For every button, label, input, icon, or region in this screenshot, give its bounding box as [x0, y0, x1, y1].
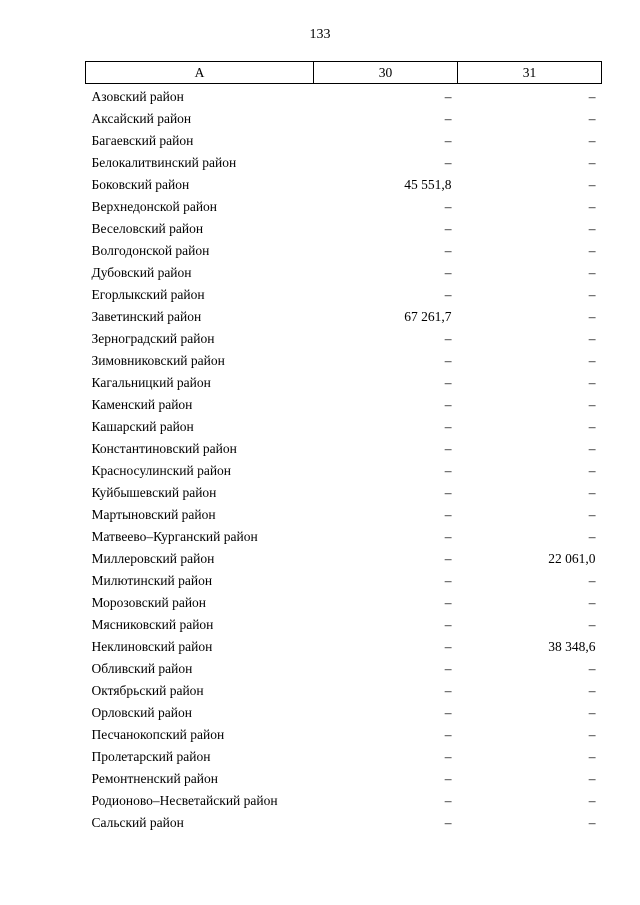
value-cell-30: –: [444, 617, 452, 632]
district-name-cell: Кашарский район: [91, 419, 194, 434]
district-name-cell: Родионово–Несветайский район: [91, 793, 278, 808]
value-cell-31: –: [588, 221, 596, 236]
value-cell-30: –: [444, 749, 452, 764]
district-name-cell: Красносулинский район: [91, 463, 232, 478]
table-row: [86, 482, 602, 504]
table-row: [86, 680, 602, 702]
value-cell-31: –: [588, 573, 596, 588]
value-cell-31: –: [588, 89, 596, 104]
header-cell-30: 30: [314, 62, 458, 84]
header-cell-31: 31: [458, 62, 602, 84]
table-row: [86, 218, 602, 240]
district-name-cell: Мартыновский район: [91, 507, 216, 522]
table-row: [86, 614, 602, 636]
district-name-cell: Белокалитвинский район: [91, 155, 237, 170]
value-cell-30: –: [444, 595, 452, 610]
value-cell-30: –: [444, 375, 452, 390]
district-name-cell: Веселовский район: [91, 221, 204, 236]
district-name-cell: Орловский район: [91, 705, 192, 720]
value-cell-30: –: [444, 793, 452, 808]
value-cell-31: –: [588, 705, 596, 720]
value-cell-30: –: [444, 287, 452, 302]
district-name-cell: Обливский район: [91, 661, 193, 676]
district-name-cell: Неклиновский район: [91, 639, 213, 654]
district-name-cell: Песчанокопский район: [91, 727, 225, 742]
value-cell-30: –: [444, 243, 452, 258]
value-cell-30: –: [444, 727, 452, 742]
value-cell-31: –: [588, 529, 596, 544]
value-cell-30: –: [444, 573, 452, 588]
table-row: [86, 570, 602, 592]
table-row: [86, 658, 602, 680]
table-row: [86, 702, 602, 724]
district-name-cell: Каменский район: [91, 397, 193, 412]
table-header: [86, 62, 602, 84]
value-cell-31: –: [588, 199, 596, 214]
value-cell-31: –: [588, 243, 596, 258]
value-cell-31: –: [588, 463, 596, 478]
table-row: [86, 416, 602, 438]
table-row: [86, 130, 602, 152]
table-row: [86, 262, 602, 284]
district-name-cell: Константиновский район: [91, 441, 237, 456]
district-name-cell: Сальский район: [91, 815, 184, 830]
table-row: [86, 724, 602, 746]
table-row: [86, 284, 602, 306]
table-row: [86, 394, 602, 416]
table-row: [86, 152, 602, 174]
value-cell-31: –: [588, 309, 596, 324]
table-row: [86, 196, 602, 218]
header-row: [86, 62, 602, 84]
district-name-cell: Пролетарский район: [91, 749, 211, 764]
district-name-cell: Егорлыкский район: [91, 287, 205, 302]
value-cell-30: –: [444, 199, 452, 214]
value-cell-31: –: [588, 375, 596, 390]
table-row: [86, 240, 602, 262]
value-cell-30: –: [444, 507, 452, 522]
district-name-cell: Аксайский район: [91, 111, 192, 126]
value-cell-30: 67 261,7: [404, 309, 452, 324]
value-cell-30: –: [444, 661, 452, 676]
value-cell-31: –: [588, 111, 596, 126]
table-row: [86, 636, 602, 658]
value-cell-30: –: [444, 771, 452, 786]
district-name-cell: Миллеровский район: [91, 551, 215, 566]
value-cell-30: –: [444, 551, 452, 566]
table-body: [86, 84, 602, 835]
value-cell-31: –: [588, 507, 596, 522]
table-row: [86, 174, 602, 196]
table-row: [86, 438, 602, 460]
table-row: [86, 306, 602, 328]
value-cell-31: –: [588, 177, 596, 192]
value-cell-30: –: [444, 353, 452, 368]
district-name-cell: Дубовский район: [91, 265, 192, 280]
value-cell-30: –: [444, 463, 452, 478]
table-row: [86, 592, 602, 614]
district-name-cell: Азовский район: [91, 89, 184, 104]
table-row: [86, 746, 602, 768]
value-cell-31: –: [588, 771, 596, 786]
value-cell-31: –: [588, 749, 596, 764]
value-cell-31: –: [588, 617, 596, 632]
table-row: [86, 768, 602, 790]
value-cell-30: –: [444, 397, 452, 412]
value-cell-31: –: [588, 353, 596, 368]
value-cell-31: –: [588, 485, 596, 500]
value-cell-30: –: [444, 639, 452, 654]
value-cell-30: 45 551,8: [404, 177, 452, 192]
district-name-cell: Октябрьский район: [91, 683, 204, 698]
value-cell-30: –: [444, 265, 452, 280]
district-name-cell: Ремонтненский район: [91, 771, 218, 786]
district-name-cell: Верхнедонской район: [91, 199, 218, 214]
district-name-cell: Мясниковский район: [91, 617, 214, 632]
table-row: [86, 790, 602, 812]
district-name-cell: Кагальницкий район: [91, 375, 211, 390]
table-row: [86, 504, 602, 526]
district-name-cell: Куйбышевский район: [91, 485, 217, 500]
district-name-cell: Милютинский район: [91, 573, 213, 588]
value-cell-31: –: [588, 331, 596, 346]
value-cell-31: –: [588, 683, 596, 698]
value-cell-30: –: [444, 683, 452, 698]
district-name-cell: Зимовниковский район: [91, 353, 225, 368]
value-cell-30: –: [444, 529, 452, 544]
table-row: [86, 812, 602, 834]
value-cell-31: –: [588, 287, 596, 302]
table-row: [86, 548, 602, 570]
value-cell-31: –: [588, 397, 596, 412]
table-row: [86, 526, 602, 548]
district-name-cell: Багаевский район: [91, 133, 194, 148]
table-row: [86, 108, 602, 130]
value-cell-30: –: [444, 705, 452, 720]
value-cell-31: 22 061,0: [548, 551, 596, 566]
district-name-cell: Заветинский район: [91, 309, 202, 324]
table-row: [86, 328, 602, 350]
page-number: 133: [309, 27, 331, 42]
value-cell-31: –: [588, 815, 596, 830]
data-table: [85, 61, 602, 834]
value-cell-31: –: [588, 727, 596, 742]
value-cell-30: –: [444, 221, 452, 236]
table-row: [86, 460, 602, 482]
value-cell-30: –: [444, 485, 452, 500]
table-row: [86, 372, 602, 394]
district-name-cell: Зерноградский район: [91, 331, 215, 346]
value-cell-31: –: [588, 441, 596, 456]
value-cell-30: –: [444, 133, 452, 148]
header-cell-a: А: [86, 62, 314, 84]
table-row: [86, 84, 602, 109]
district-name-cell: Боковский район: [91, 177, 190, 192]
value-cell-31: 38 348,6: [548, 639, 596, 654]
value-cell-30: –: [444, 155, 452, 170]
value-cell-30: –: [444, 441, 452, 456]
value-cell-30: –: [444, 419, 452, 434]
table-row: [86, 350, 602, 372]
value-cell-31: –: [588, 661, 596, 676]
value-cell-30: –: [444, 111, 452, 126]
value-cell-30: –: [444, 331, 452, 346]
value-cell-31: –: [588, 133, 596, 148]
value-cell-31: –: [588, 265, 596, 280]
district-name-cell: Морозовский район: [91, 595, 207, 610]
value-cell-30: –: [444, 815, 452, 830]
value-cell-31: –: [588, 419, 596, 434]
district-name-cell: Матвеево–Курганский район: [91, 529, 258, 544]
district-name-cell: Волгодонской район: [91, 243, 210, 258]
value-cell-31: –: [588, 155, 596, 170]
value-cell-31: –: [588, 595, 596, 610]
value-cell-30: –: [444, 89, 452, 104]
value-cell-31: –: [588, 793, 596, 808]
